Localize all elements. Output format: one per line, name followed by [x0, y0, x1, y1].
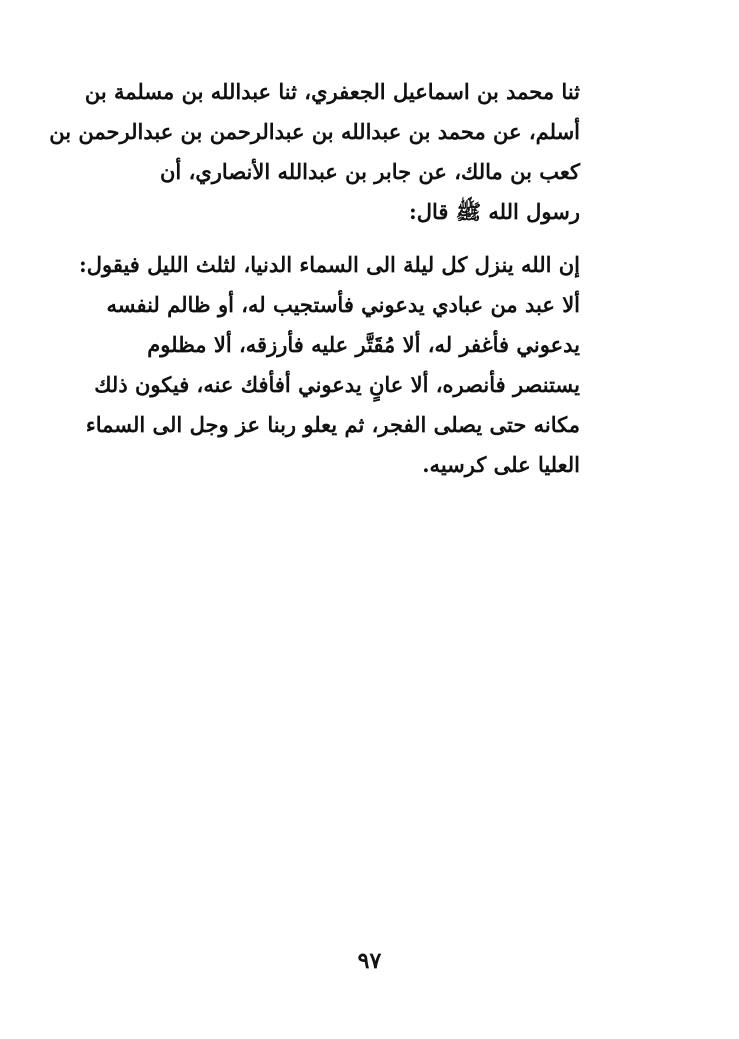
hadith-line: إن الله ينزل كل ليلة الى السماء الدنيا، لثلث الليل فيقول: — [78, 252, 580, 277]
hadith-text — [78, 245, 580, 490]
hadith-line: يدعوني فأغفر له، ألا مُقَتَّر عليه فأرزقه، ألا مظلوم — [147, 332, 580, 357]
isnad-line-last: رسول الله ﷺ قال: — [408, 199, 580, 224]
isnad-line: كعب بن مالك، عن جابر بن عبدالله الأنصاري، أن — [160, 159, 580, 184]
isnad-line: أسلم، عن محمد بن عبدالله بن عبدالرحمن بن عبدالرحمن بن — [49, 119, 580, 144]
isnad-paragraph — [49, 72, 580, 242]
page-number: ٩٧ — [357, 948, 382, 974]
hadith-line: ألا عبد من عبادي يدعوني فأستجيب له، أو ظالم لنفسه — [106, 292, 580, 317]
isnad-line: ثنا محمد بن اسماعيل الجعفري، ثنا عبدالله بن مسلمة بن — [84, 79, 580, 104]
hadith-line-last: العليا على كرسيه. — [422, 452, 580, 477]
hadith-line: مكانه حتى يصلى الفجر، ثم يعلو ربنا عز وجل الى السماء — [85, 412, 580, 437]
hadith-line: يستنصر فأنصره، ألا عانٍ يدعوني أفأفك عنه، فيكون ذلك — [94, 372, 580, 397]
